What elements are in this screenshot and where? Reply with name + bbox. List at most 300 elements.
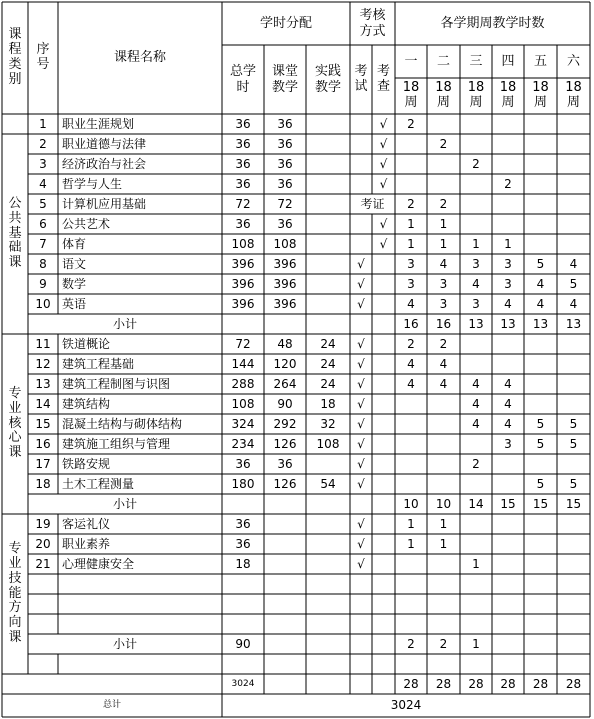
row-exam-mark: [350, 174, 372, 194]
row-semester-hours: [557, 194, 590, 214]
row-exam-mark: √: [357, 556, 365, 571]
row-semester-hours: [557, 354, 590, 374]
row-semester-hours: 5: [569, 416, 578, 431]
row-exam-mark: [350, 214, 372, 234]
row-check-mark: [372, 294, 395, 314]
header-semester: 六: [566, 53, 580, 69]
grand-total-semester-hours: 28: [435, 676, 452, 691]
row-semester-hours: 1: [407, 236, 415, 251]
row-exam-mark: √: [357, 376, 365, 391]
row-exam-mark: √: [357, 296, 365, 311]
row-check-mark: [372, 534, 395, 554]
row-check-mark: [372, 334, 395, 354]
header-semester: 四: [501, 53, 515, 69]
grand-total-semester-hours: 28: [403, 676, 419, 691]
row-practice-hours: 18: [320, 396, 336, 411]
header-weeks: 18 周: [467, 80, 485, 110]
row-semester-hours: 4: [407, 376, 415, 391]
grand-total-semester-hours: 28: [565, 676, 582, 691]
subtotal-semester-hours: 15: [565, 496, 582, 511]
subtotal-total: 90: [235, 636, 251, 651]
row-course-name: 体育: [62, 236, 87, 251]
row-semester-hours: [492, 194, 524, 214]
grand-total-hours: 3024: [231, 678, 255, 689]
row-course-name: 建筑结构: [62, 396, 111, 411]
row-semester-hours: 4: [536, 296, 545, 311]
row-course-name: 数学: [62, 276, 87, 291]
row-semester-hours: [557, 114, 590, 134]
row-check-mark: [372, 434, 395, 454]
row-total-hours: 108: [231, 396, 255, 411]
row-semester-hours: [395, 554, 427, 574]
row-semester-hours: 2: [472, 156, 480, 171]
row-classroom-hours: 126: [273, 476, 297, 491]
subtotal-semester-hours: 16: [435, 316, 452, 331]
row-practice-hours: [306, 274, 350, 294]
row-semester-hours: 4: [472, 376, 480, 391]
row-course-name: 混凝土结构与砌体结构: [62, 416, 183, 431]
row-practice-hours: [306, 554, 350, 574]
row-semester-hours: 2: [439, 136, 448, 151]
row-semester-hours: 1: [407, 216, 415, 231]
row-semester-hours: [524, 514, 557, 534]
row-semester-hours: 5: [536, 416, 545, 431]
row-semester-hours: [492, 334, 524, 354]
header-total: 总学时: [229, 63, 256, 95]
row-semester-hours: [427, 474, 460, 494]
row-semester-hours: [395, 134, 427, 154]
row-semester-hours: [460, 174, 492, 194]
row-total-hours: 36: [235, 116, 251, 131]
row-course-name: 心理健康安全: [62, 556, 135, 571]
category-cell: 专 业 核 心 课: [8, 385, 22, 461]
row-semester-hours: 2: [407, 116, 415, 131]
header-weekly: 各学期周教学时数: [440, 15, 545, 31]
row-check-mark: √: [379, 236, 388, 251]
row-practice-hours: [306, 254, 350, 274]
subtotal-label: 小计: [112, 636, 137, 651]
row-semester-hours: 3: [407, 276, 415, 291]
subtotal-semester-hours: 10: [403, 496, 419, 511]
row-semester-hours: 4: [472, 396, 480, 411]
row-course-name: 铁路安规: [62, 456, 111, 471]
header-weeks: 18 周: [499, 80, 517, 110]
row-total-hours: 36: [235, 516, 251, 531]
row-semester-hours: [460, 214, 492, 234]
row-total-hours: 36: [235, 216, 251, 231]
row-semester-hours: [395, 434, 427, 454]
row-semester-hours: 5: [536, 476, 545, 491]
header-semester: 一: [404, 53, 418, 69]
row-seq: 4: [39, 176, 47, 191]
row-semester-hours: 1: [439, 536, 448, 551]
row-semester-hours: 4: [504, 396, 512, 411]
row-semester-hours: [460, 114, 492, 134]
row-classroom-hours: 36: [277, 116, 293, 131]
row-practice-hours: [306, 534, 350, 554]
row-total-hours: 36: [235, 536, 251, 551]
row-total-hours: 36: [235, 136, 251, 151]
subtotal-total: [222, 314, 264, 334]
row-semester-hours: [557, 334, 590, 354]
row-exam-mark: √: [357, 336, 365, 351]
row-semester-hours: 3: [504, 436, 512, 451]
row-practice-hours: [306, 114, 350, 134]
header-semester: 二: [436, 53, 450, 69]
row-course-name: 经济政治与社会: [62, 156, 147, 171]
row-exam-mark: [350, 114, 372, 134]
subtotal-semester-hours: [557, 634, 590, 654]
row-course-name: 建筑施工组织与管理: [62, 436, 171, 451]
row-seq: 13: [35, 376, 51, 391]
row-total-hours: 324: [231, 416, 255, 431]
row-classroom-hours: 264: [273, 376, 297, 391]
row-semester-hours: [460, 434, 492, 454]
row-classroom-hours: 396: [273, 276, 297, 291]
row-semester-hours: 4: [504, 296, 512, 311]
row-semester-hours: [557, 154, 590, 174]
row-course-name: 土木工程测量: [62, 476, 135, 491]
subtotal-semester-hours: [492, 634, 524, 654]
subtotal-semester-hours: 13: [500, 316, 516, 331]
row-total-hours: 108: [231, 236, 255, 251]
row-semester-hours: [460, 134, 492, 154]
row-semester-hours: [557, 394, 590, 414]
row-check-mark: [372, 274, 395, 294]
row-semester-hours: 1: [439, 236, 448, 251]
row-semester-hours: [460, 354, 492, 374]
row-total-hours: 18: [235, 556, 251, 571]
row-semester-hours: 5: [569, 276, 578, 291]
row-total-hours: 234: [231, 436, 255, 451]
subtotal-semester-hours: 15: [500, 496, 516, 511]
row-practice-hours: 108: [316, 436, 340, 451]
row-semester-hours: [460, 474, 492, 494]
row-course-name: 客运礼仪: [62, 516, 111, 531]
row-practice-hours: [306, 294, 350, 314]
row-semester-hours: 4: [439, 356, 448, 371]
row-semester-hours: [427, 154, 460, 174]
header-weeks: 18 周: [435, 80, 452, 110]
subtotal-semester-hours: [524, 634, 557, 654]
footer-value: 3024: [390, 698, 422, 713]
row-semester-hours: 4: [439, 376, 448, 391]
row-check-mark: [372, 414, 395, 434]
row-semester-hours: 1: [439, 516, 448, 531]
row-semester-hours: 1: [407, 516, 415, 531]
row-semester-hours: [524, 534, 557, 554]
row-exam-mark: √: [357, 276, 365, 291]
row-semester-hours: [395, 414, 427, 434]
row-semester-hours: [492, 534, 524, 554]
row-course-name: 哲学与人生: [62, 176, 123, 191]
row-semester-hours: 4: [504, 376, 512, 391]
row-semester-hours: 4: [536, 276, 545, 291]
row-total-hours: 180: [231, 476, 255, 491]
row-semester-hours: [557, 174, 590, 194]
header-weeks: 18 周: [532, 80, 549, 110]
row-practice-hours: [306, 154, 350, 174]
row-cert-label: 考证: [360, 196, 385, 211]
row-classroom-hours: 292: [273, 416, 297, 431]
row-semester-hours: [524, 394, 557, 414]
row-semester-hours: [524, 194, 557, 214]
row-semester-hours: 3: [504, 256, 512, 271]
row-semester-hours: [524, 374, 557, 394]
row-semester-hours: [524, 154, 557, 174]
row-semester-hours: 3: [439, 276, 448, 291]
subtotal-label: 小计: [112, 316, 137, 331]
row-semester-hours: [524, 234, 557, 254]
row-practice-hours: [306, 214, 350, 234]
row-check-mark: [372, 394, 395, 414]
row-seq: 7: [39, 236, 47, 251]
row-seq: 15: [35, 416, 51, 431]
row-semester-hours: [557, 554, 590, 574]
row-practice-hours: 24: [320, 376, 336, 391]
row-seq: 9: [39, 276, 47, 291]
row-classroom-hours: 108: [273, 236, 297, 251]
row-practice-hours: [306, 174, 350, 194]
header-course: 课程名称: [113, 50, 166, 66]
category-cell: 专 业 技 能 方 向 课: [8, 540, 22, 646]
row-semester-hours: 3: [472, 296, 480, 311]
row-seq: 17: [35, 456, 51, 471]
row-check-mark: [372, 454, 395, 474]
row-exam-mark: √: [357, 256, 365, 271]
row-semester-hours: [395, 454, 427, 474]
row-semester-hours: [524, 554, 557, 574]
row-seq: 21: [35, 556, 51, 571]
row-seq: 8: [39, 256, 47, 271]
row-semester-hours: 1: [472, 236, 480, 251]
row-course-name: 铁道概论: [62, 336, 111, 351]
header-practice: 实践教学: [314, 63, 341, 95]
category-cell: 公 共 基 础 课: [8, 195, 22, 271]
row-semester-hours: [427, 394, 460, 414]
row-semester-hours: [524, 134, 557, 154]
row-semester-hours: [557, 374, 590, 394]
row-total-hours: 396: [231, 296, 255, 311]
row-semester-hours: [524, 114, 557, 134]
row-exam-mark: √: [357, 536, 365, 551]
row-seq: 2: [39, 136, 47, 151]
row-exam-mark: [350, 134, 372, 154]
row-total-hours: 36: [235, 176, 251, 191]
row-classroom-hours: [264, 534, 306, 554]
row-semester-hours: [492, 154, 524, 174]
subtotal-semester-hours: 10: [435, 496, 452, 511]
row-semester-hours: 4: [407, 356, 415, 371]
row-seq: 10: [35, 296, 51, 311]
grand-total-semester-hours: 28: [500, 676, 516, 691]
row-course-name: 职业素养: [62, 536, 111, 551]
row-semester-hours: 2: [407, 196, 415, 211]
row-course-name: 英语: [62, 296, 87, 311]
row-check-mark: √: [379, 176, 388, 191]
header-classroom: 课堂教学: [271, 63, 298, 95]
subtotal-semester-hours: 15: [532, 496, 549, 511]
row-semester-hours: [395, 154, 427, 174]
row-semester-hours: 3: [472, 256, 480, 271]
row-semester-hours: [395, 394, 427, 414]
row-semester-hours: [524, 454, 557, 474]
row-total-hours: 144: [231, 356, 255, 371]
row-semester-hours: [492, 454, 524, 474]
row-course-name: 建筑工程制图与识图: [62, 376, 171, 391]
row-total-hours: 36: [235, 156, 251, 171]
row-semester-hours: 2: [439, 336, 448, 351]
row-semester-hours: 4: [504, 416, 512, 431]
row-total-hours: 72: [235, 336, 251, 351]
row-course-name: 语文: [62, 256, 87, 271]
row-semester-hours: [492, 554, 524, 574]
header-hours: 学时分配: [259, 15, 312, 31]
row-semester-hours: [460, 334, 492, 354]
subtotal-total: [222, 494, 264, 514]
row-semester-hours: [460, 194, 492, 214]
row-classroom-hours: 126: [273, 436, 297, 451]
header-assessment: 考核方式: [359, 7, 386, 39]
row-exam-mark: √: [357, 416, 365, 431]
row-course-name: 建筑工程基础: [62, 356, 135, 371]
row-check-mark: [372, 554, 395, 574]
row-seq: 5: [39, 196, 47, 211]
row-exam-mark: √: [357, 436, 365, 451]
header-check: 考 查: [376, 63, 390, 94]
row-semester-hours: 1: [407, 536, 415, 551]
row-semester-hours: 2: [439, 196, 448, 211]
row-semester-hours: [492, 354, 524, 374]
row-classroom-hours: 48: [277, 336, 293, 351]
row-seq: 20: [35, 536, 51, 551]
row-semester-hours: [492, 214, 524, 234]
row-seq: 18: [35, 476, 51, 491]
subtotal-semester-hours: 2: [407, 636, 415, 651]
row-semester-hours: [557, 454, 590, 474]
row-semester-hours: [557, 214, 590, 234]
row-semester-hours: 4: [569, 256, 578, 271]
subtotal-semester-hours: 2: [439, 636, 448, 651]
row-practice-hours: [306, 194, 350, 214]
row-course-name: 职业生涯规划: [62, 116, 135, 131]
row-seq: 16: [35, 436, 51, 451]
subtotal-label: 小计: [112, 496, 137, 511]
row-course-name: 计算机应用基础: [62, 196, 147, 211]
row-course-name: 公共艺术: [62, 216, 111, 231]
row-semester-hours: 3: [407, 256, 415, 271]
row-semester-hours: 3: [439, 296, 448, 311]
row-exam-mark: √: [357, 456, 365, 471]
row-total-hours: 288: [231, 376, 255, 391]
row-check-mark: [372, 354, 395, 374]
row-semester-hours: 5: [536, 436, 545, 451]
row-classroom-hours: 36: [277, 216, 293, 231]
header-seq: 序 号: [36, 42, 50, 72]
row-semester-hours: [427, 434, 460, 454]
row-semester-hours: 4: [569, 296, 578, 311]
row-classroom-hours: 72: [277, 196, 293, 211]
row-classroom-hours: [264, 514, 306, 534]
row-total-hours: 396: [231, 276, 255, 291]
header-weeks: 18 周: [402, 80, 420, 110]
subtotal-semester-hours: 1: [472, 636, 480, 651]
row-semester-hours: [524, 174, 557, 194]
row-semester-hours: 4: [439, 256, 448, 271]
header-exam: 考 试: [354, 63, 368, 94]
row-semester-hours: [427, 174, 460, 194]
row-exam-mark: √: [357, 476, 365, 491]
row-seq: 1: [39, 116, 47, 131]
grand-total-semester-hours: 28: [468, 676, 484, 691]
row-classroom-hours: 396: [273, 296, 297, 311]
row-practice-hours: [306, 454, 350, 474]
row-classroom-hours: 36: [277, 456, 293, 471]
row-semester-hours: 4: [407, 296, 415, 311]
header-semester: 三: [469, 53, 483, 69]
row-semester-hours: 2: [504, 176, 512, 191]
row-semester-hours: [427, 454, 460, 474]
row-classroom-hours: 90: [277, 396, 293, 411]
row-exam-mark: [350, 154, 372, 174]
row-semester-hours: [557, 134, 590, 154]
row-classroom-hours: 120: [273, 356, 297, 371]
header-category: 课 程 类 别: [8, 27, 22, 87]
row-semester-hours: [492, 474, 524, 494]
subtotal-semester-hours: 13: [468, 316, 484, 331]
row-semester-hours: [524, 334, 557, 354]
row-semester-hours: [460, 534, 492, 554]
row-practice-hours: 24: [320, 336, 336, 351]
row-semester-hours: 4: [472, 276, 480, 291]
row-semester-hours: 1: [472, 556, 480, 571]
row-seq: 19: [35, 516, 51, 531]
row-semester-hours: [557, 534, 590, 554]
row-semester-hours: [460, 514, 492, 534]
row-total-hours: 72: [235, 196, 251, 211]
row-semester-hours: 5: [536, 256, 545, 271]
subtotal-semester-hours: 13: [565, 316, 582, 331]
row-semester-hours: 1: [439, 216, 448, 231]
row-practice-hours: 24: [320, 356, 336, 371]
row-semester-hours: [492, 114, 524, 134]
row-seq: 12: [35, 356, 51, 371]
row-classroom-hours: 396: [273, 256, 297, 271]
grand-total-semester-hours: 28: [532, 676, 549, 691]
row-semester-hours: [427, 414, 460, 434]
row-check-mark: [372, 374, 395, 394]
row-check-mark: [372, 474, 395, 494]
row-classroom-hours: 36: [277, 136, 293, 151]
row-exam-mark: √: [357, 396, 365, 411]
footer-label: 总计: [102, 700, 121, 711]
row-check-mark: √: [379, 136, 388, 151]
row-classroom-hours: 36: [277, 156, 293, 171]
row-semester-hours: 4: [472, 416, 480, 431]
row-semester-hours: [524, 354, 557, 374]
row-check-mark: √: [379, 116, 388, 131]
row-semester-hours: [395, 474, 427, 494]
row-semester-hours: [557, 234, 590, 254]
subtotal-semester-hours: 16: [403, 316, 419, 331]
row-semester-hours: 1: [504, 236, 512, 251]
row-exam-mark: √: [357, 516, 365, 531]
row-semester-hours: 5: [569, 436, 578, 451]
row-check-mark: √: [379, 156, 388, 171]
row-semester-hours: [395, 174, 427, 194]
row-seq: 3: [39, 156, 47, 171]
row-semester-hours: [427, 554, 460, 574]
